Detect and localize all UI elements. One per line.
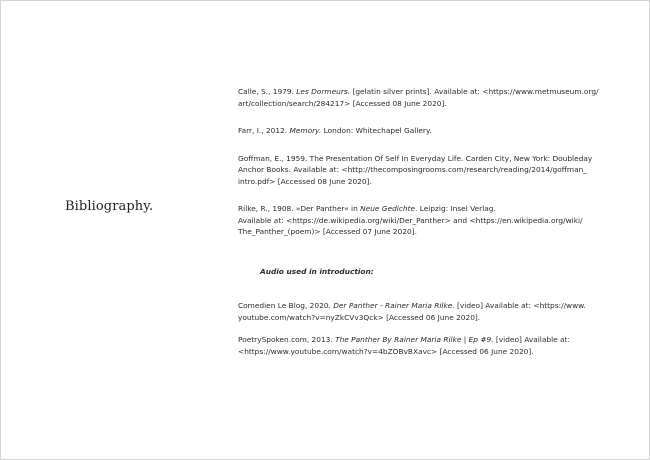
reference-line: Available at: <https://de.wikipedia.org/wiki/Der_Panther> and <https://en.wikipedia.org/wiki/ xyxy=(238,215,583,225)
reference-calle xyxy=(238,86,599,109)
reference-farr xyxy=(238,125,593,137)
reference-list xyxy=(238,86,599,357)
reference-line: PoetrySpoken.com, 2013. The Panther By Rainer Maria Rilke | Ep #9. [video] Available at: xyxy=(238,335,570,344)
reference-line: youtube.com/watch?v=nyZkCVv3Qck> [Accessed 06 June 2020]. xyxy=(238,312,481,322)
reference-line: Rilke, R., 1908. »Der Panther« in Neue Gedichte. Leipzig: Insel Verlag. xyxy=(238,204,496,213)
reference-line: <https://www.youtube.com/watch?v=4bZOBvBXavc> [Accessed 06 June 2020]. xyxy=(238,346,534,356)
audio-reference-comedien xyxy=(238,300,593,323)
reference-line: Comedien Le Blog, 2020. Der Panther - Rainer Maria Rilke. [video] Available at: <https://www. xyxy=(238,301,586,310)
reference-line: The_Panther_(poem)> [Accessed 07 June 2020]. xyxy=(238,227,417,236)
reference-line: Farr, I., 2012. Memory. London: Whitechapel Gallery. xyxy=(238,126,432,135)
page-heading: Bibliography. xyxy=(65,199,154,214)
reference-line: Anchor Books. Available at: <http://thecomposingrooms.com/research/reading/2014/goffman_ xyxy=(238,165,587,174)
audio-subheading: Audio used in introduction: xyxy=(260,266,374,276)
reference-line: art/collection/search/284217> [Accessed 08 June 2020]. xyxy=(238,98,447,108)
audio-reference-poetryspoken xyxy=(238,334,593,357)
reference-line: intro.pdf> [Accessed 08 June 2020]. xyxy=(238,176,372,186)
reference-line: Calle, S., 1979. Les Dormeurs. [gelatin silver prints]. Available at: <https://www.metmuseum.org/ xyxy=(238,87,599,96)
reference-rilke xyxy=(238,203,593,238)
reference-line: Goffman, E., 1959. The Presentation Of Self In Everyday Life. Carden City, New York: Doubleday xyxy=(238,153,593,163)
reference-goffman xyxy=(238,153,593,188)
